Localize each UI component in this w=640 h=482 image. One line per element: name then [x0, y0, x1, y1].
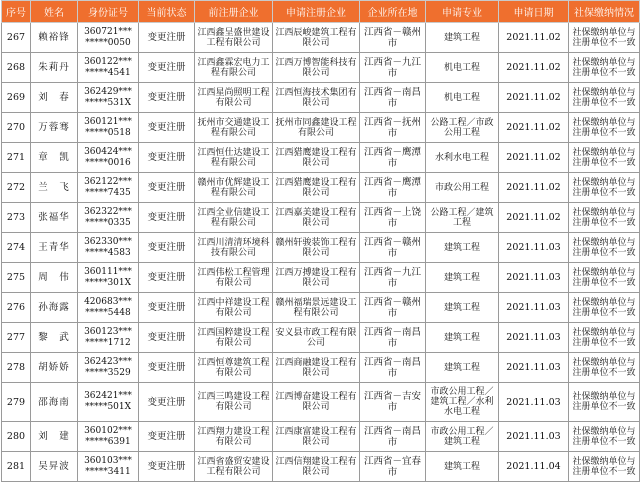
cell-apply-company: 赣州轩骏装饰工程有限公司 — [273, 233, 360, 263]
cell-location: 江西省－抚州市 — [360, 113, 426, 143]
cell-no: 275 — [2, 263, 31, 293]
cell-no: 277 — [2, 323, 31, 353]
cell-location: 江西省－南昌市 — [360, 422, 426, 452]
cell-prev-company: 江西鑫霖宏电力工程有限公司 — [195, 53, 273, 83]
cell-date: 2021.11.03 — [499, 383, 569, 422]
cell-name: 胡娇娇 — [31, 353, 78, 383]
cell-prev-company: 江西翔力建设工程有限公司 — [195, 422, 273, 452]
cell-no: 270 — [2, 113, 31, 143]
table-row — [2, 353, 640, 383]
cell-no: 268 — [2, 53, 31, 83]
cell-no: 267 — [2, 23, 31, 53]
table-row — [2, 422, 640, 452]
cell-social: 社保缴纳单位与注册单位不一致 — [569, 173, 640, 203]
cell-date: 2021.11.03 — [499, 293, 569, 323]
cell-no: 271 — [2, 143, 31, 173]
cell-name: 万蓉骞 — [31, 113, 78, 143]
cell-status: 变更注册 — [139, 173, 195, 203]
cell-date: 2021.11.02 — [499, 23, 569, 53]
cell-major: 水利水电工程 — [426, 143, 499, 173]
cell-prev-company: 江西鑫呈盛世建设工程有限公司 — [195, 23, 273, 53]
cell-social: 社保缴纳单位与注册单位不一致 — [569, 383, 640, 422]
cell-date: 2021.11.02 — [499, 113, 569, 143]
cell-location: 江西省－赣州市 — [360, 233, 426, 263]
cell-apply-company: 江西嘉美建设工程有限公司 — [273, 203, 360, 233]
cell-prev-company: 江西三鸣建设工程有限公司 — [195, 383, 273, 422]
cell-social: 社保缴纳单位与注册单位不一致 — [569, 143, 640, 173]
table-row — [2, 383, 640, 422]
cell-prev-company: 江西星尚照明工程有限公司 — [195, 83, 273, 113]
cell-date: 2021.11.03 — [499, 233, 569, 263]
cell-apply-company: 江西辰峻建筑工程有限公司 — [273, 23, 360, 53]
cell-name: 周 伟 — [31, 263, 78, 293]
header-social: 社保缴纳情况 — [569, 1, 640, 23]
cell-no: 276 — [2, 293, 31, 323]
cell-major: 建筑工程 — [426, 263, 499, 293]
cell-no: 269 — [2, 83, 31, 113]
cell-id: 362423*** *****3529 — [78, 353, 139, 383]
cell-prev-company: 抚州市交通建设工程有限公司 — [195, 113, 273, 143]
cell-major: 机电工程 — [426, 53, 499, 83]
cell-location: 江西省－宜春市 — [360, 452, 426, 482]
cell-name: 黎 武 — [31, 323, 78, 353]
header-status: 当前状态 — [139, 1, 195, 23]
header-row — [2, 1, 640, 23]
cell-name: 章 凯 — [31, 143, 78, 173]
cell-id: 362429*** *****531X — [78, 83, 139, 113]
cell-name: 刘 建 — [31, 422, 78, 452]
cell-date: 2021.11.03 — [499, 353, 569, 383]
cell-major: 公路工程／市政公用工程 — [426, 113, 499, 143]
cell-location: 江西省－鹰潭市 — [360, 173, 426, 203]
cell-date: 2021.11.02 — [499, 173, 569, 203]
cell-social: 社保缴纳单位与注册单位不一致 — [569, 353, 640, 383]
cell-apply-company: 江西万博智能科技有限公司 — [273, 53, 360, 83]
cell-apply-company: 抚州市同鑫建设工程有限公司 — [273, 113, 360, 143]
cell-status: 变更注册 — [139, 422, 195, 452]
cell-prev-company: 江西省盛贸安建设工程有限公司 — [195, 452, 273, 482]
cell-major: 建筑工程 — [426, 452, 499, 482]
cell-no: 279 — [2, 383, 31, 422]
cell-name: 张福华 — [31, 203, 78, 233]
cell-major: 建筑工程 — [426, 353, 499, 383]
cell-major: 建筑工程 — [426, 323, 499, 353]
cell-major: 机电工程 — [426, 83, 499, 113]
cell-name: 孙海露 — [31, 293, 78, 323]
cell-major: 市政公用工程／建筑工程 — [426, 422, 499, 452]
cell-id: 362322*** *****0335 — [78, 203, 139, 233]
cell-prev-company: 江西川清清环境科技有限公司 — [195, 233, 273, 263]
cell-major: 公路工程／建筑工程 — [426, 203, 499, 233]
cell-name: 刘 春 — [31, 83, 78, 113]
cell-name: 朱莉丹 — [31, 53, 78, 83]
cell-social: 社保缴纳单位与注册单位不一致 — [569, 83, 640, 113]
cell-no: 274 — [2, 233, 31, 263]
cell-name: 赖裕锋 — [31, 23, 78, 53]
cell-id: 360123*** *****1712 — [78, 323, 139, 353]
cell-no: 281 — [2, 452, 31, 482]
cell-status: 变更注册 — [139, 383, 195, 422]
cell-apply-company: 江西信翔建设工程有限公司 — [273, 452, 360, 482]
cell-apply-company: 江西恒海技术集团有限公司 — [273, 83, 360, 113]
cell-date: 2021.11.02 — [499, 83, 569, 113]
cell-id: 362330*** *****4583 — [78, 233, 139, 263]
header-location: 企业所在地 — [360, 1, 426, 23]
cell-apply-company: 江西博奋建设工程有限公司 — [273, 383, 360, 422]
cell-social: 社保缴纳单位与注册单位不一致 — [569, 53, 640, 83]
table-row — [2, 263, 640, 293]
cell-id: 420683*** *****5448 — [78, 293, 139, 323]
cell-no: 278 — [2, 353, 31, 383]
cell-status: 变更注册 — [139, 323, 195, 353]
cell-location: 江西省－鹰潭市 — [360, 143, 426, 173]
cell-location: 江西省－南昌市 — [360, 83, 426, 113]
table-row — [2, 203, 640, 233]
registration-table — [1, 0, 640, 482]
cell-major: 建筑工程 — [426, 293, 499, 323]
cell-status: 变更注册 — [139, 203, 195, 233]
cell-no: 280 — [2, 422, 31, 452]
cell-location: 江西省－南昌市 — [360, 353, 426, 383]
cell-major: 建筑工程 — [426, 233, 499, 263]
cell-status: 变更注册 — [139, 143, 195, 173]
cell-prev-company: 江西全业信建设工程有限公司 — [195, 203, 273, 233]
cell-location: 江西省－南昌市 — [360, 323, 426, 353]
cell-location: 江西省－赣州市 — [360, 23, 426, 53]
cell-id: 360424*** *****0016 — [78, 143, 139, 173]
cell-prev-company: 江西国粹建设工程有限公司 — [195, 323, 273, 353]
header-major: 申请专业 — [426, 1, 499, 23]
cell-id: 360121*** *****0518 — [78, 113, 139, 143]
cell-prev-company: 江西伟松工程管理有限公司 — [195, 263, 273, 293]
cell-prev-company: 赣州市优辉建设工程有限公司 — [195, 173, 273, 203]
table-row — [2, 452, 640, 482]
cell-prev-company: 江西恒尊建筑工程有限公司 — [195, 353, 273, 383]
table-row — [2, 143, 640, 173]
cell-location: 江西省－吉安市 — [360, 383, 426, 422]
header-no: 序号 — [2, 1, 31, 23]
cell-id: 360102*** *****6391 — [78, 422, 139, 452]
cell-location: 江西省－赣州市 — [360, 293, 426, 323]
table-row — [2, 113, 640, 143]
table-row — [2, 83, 640, 113]
cell-date: 2021.11.02 — [499, 143, 569, 173]
table-row — [2, 53, 640, 83]
table-row — [2, 23, 640, 53]
cell-social: 社保缴纳单位与注册单位不一致 — [569, 293, 640, 323]
cell-major: 市政公用工程 — [426, 173, 499, 203]
cell-status: 变更注册 — [139, 293, 195, 323]
cell-id: 360103*** *****3411 — [78, 452, 139, 482]
header-id: 身份证号 — [78, 1, 139, 23]
cell-social: 社保缴纳单位与注册单位不一致 — [569, 203, 640, 233]
cell-apply-company: 江西猎鹰建设工程有限公司 — [273, 143, 360, 173]
cell-social: 社保缴纳单位与注册单位不一致 — [569, 113, 640, 143]
cell-apply-company: 江西万搏建设工程有限公司 — [273, 263, 360, 293]
cell-prev-company: 江西恒仕达建设工程有限公司 — [195, 143, 273, 173]
cell-apply-company: 安义县市政工程有限公司 — [273, 323, 360, 353]
cell-id: 360111*** *****301X — [78, 263, 139, 293]
cell-location: 江西省－上饶市 — [360, 203, 426, 233]
cell-status: 变更注册 — [139, 233, 195, 263]
cell-social: 社保缴纳单位与注册单位不一致 — [569, 323, 640, 353]
header-apply-company: 申请注册企业 — [273, 1, 360, 23]
table-row — [2, 173, 640, 203]
cell-apply-company: 江西康富建设工程有限公司 — [273, 422, 360, 452]
cell-social: 社保缴纳单位与注册单位不一致 — [569, 452, 640, 482]
cell-date: 2021.11.04 — [499, 452, 569, 482]
cell-date: 2021.11.03 — [499, 323, 569, 353]
cell-location: 江西省－九江市 — [360, 263, 426, 293]
cell-name: 吴昇波 — [31, 452, 78, 482]
cell-social: 社保缴纳单位与注册单位不一致 — [569, 23, 640, 53]
cell-location: 江西省－九江市 — [360, 53, 426, 83]
cell-name: 王青华 — [31, 233, 78, 263]
cell-date: 2021.11.02 — [499, 53, 569, 83]
cell-status: 变更注册 — [139, 353, 195, 383]
header-date: 申请日期 — [499, 1, 569, 23]
cell-no: 272 — [2, 173, 31, 203]
cell-status: 变更注册 — [139, 53, 195, 83]
table-row — [2, 323, 640, 353]
cell-major: 建筑工程 — [426, 23, 499, 53]
table-row — [2, 293, 640, 323]
cell-social: 社保缴纳单位与注册单位不一致 — [569, 263, 640, 293]
cell-status: 变更注册 — [139, 113, 195, 143]
cell-date: 2021.11.02 — [499, 203, 569, 233]
cell-id: 360122*** *****4541 — [78, 53, 139, 83]
table-row — [2, 233, 640, 263]
cell-major: 市政公用工程／建筑工程／水利水电工程 — [426, 383, 499, 422]
header-prev-company: 前注册企业 — [195, 1, 273, 23]
cell-id: 362421*** *****501X — [78, 383, 139, 422]
cell-no: 273 — [2, 203, 31, 233]
cell-status: 变更注册 — [139, 23, 195, 53]
cell-status: 变更注册 — [139, 263, 195, 293]
cell-social: 社保缴纳单位与注册单位不一致 — [569, 233, 640, 263]
cell-status: 变更注册 — [139, 83, 195, 113]
cell-name: 兰 飞 — [31, 173, 78, 203]
cell-social: 社保缴纳单位与注册单位不一致 — [569, 422, 640, 452]
cell-prev-company: 江西中祥建设工程有限公司 — [195, 293, 273, 323]
cell-apply-company: 江西猎鹰建设工程有限公司 — [273, 173, 360, 203]
cell-status: 变更注册 — [139, 452, 195, 482]
cell-date: 2021.11.03 — [499, 263, 569, 293]
cell-apply-company: 赣州福瑞景远建设工程有限公司 — [273, 293, 360, 323]
cell-apply-company: 江西商融建设工程有限公司 — [273, 353, 360, 383]
cell-name: 邵海南 — [31, 383, 78, 422]
table-body — [2, 23, 640, 482]
cell-date: 2021.11.03 — [499, 422, 569, 452]
cell-id: 360721*** *****0050 — [78, 23, 139, 53]
cell-id: 362122*** *****7435 — [78, 173, 139, 203]
header-name: 姓名 — [31, 1, 78, 23]
